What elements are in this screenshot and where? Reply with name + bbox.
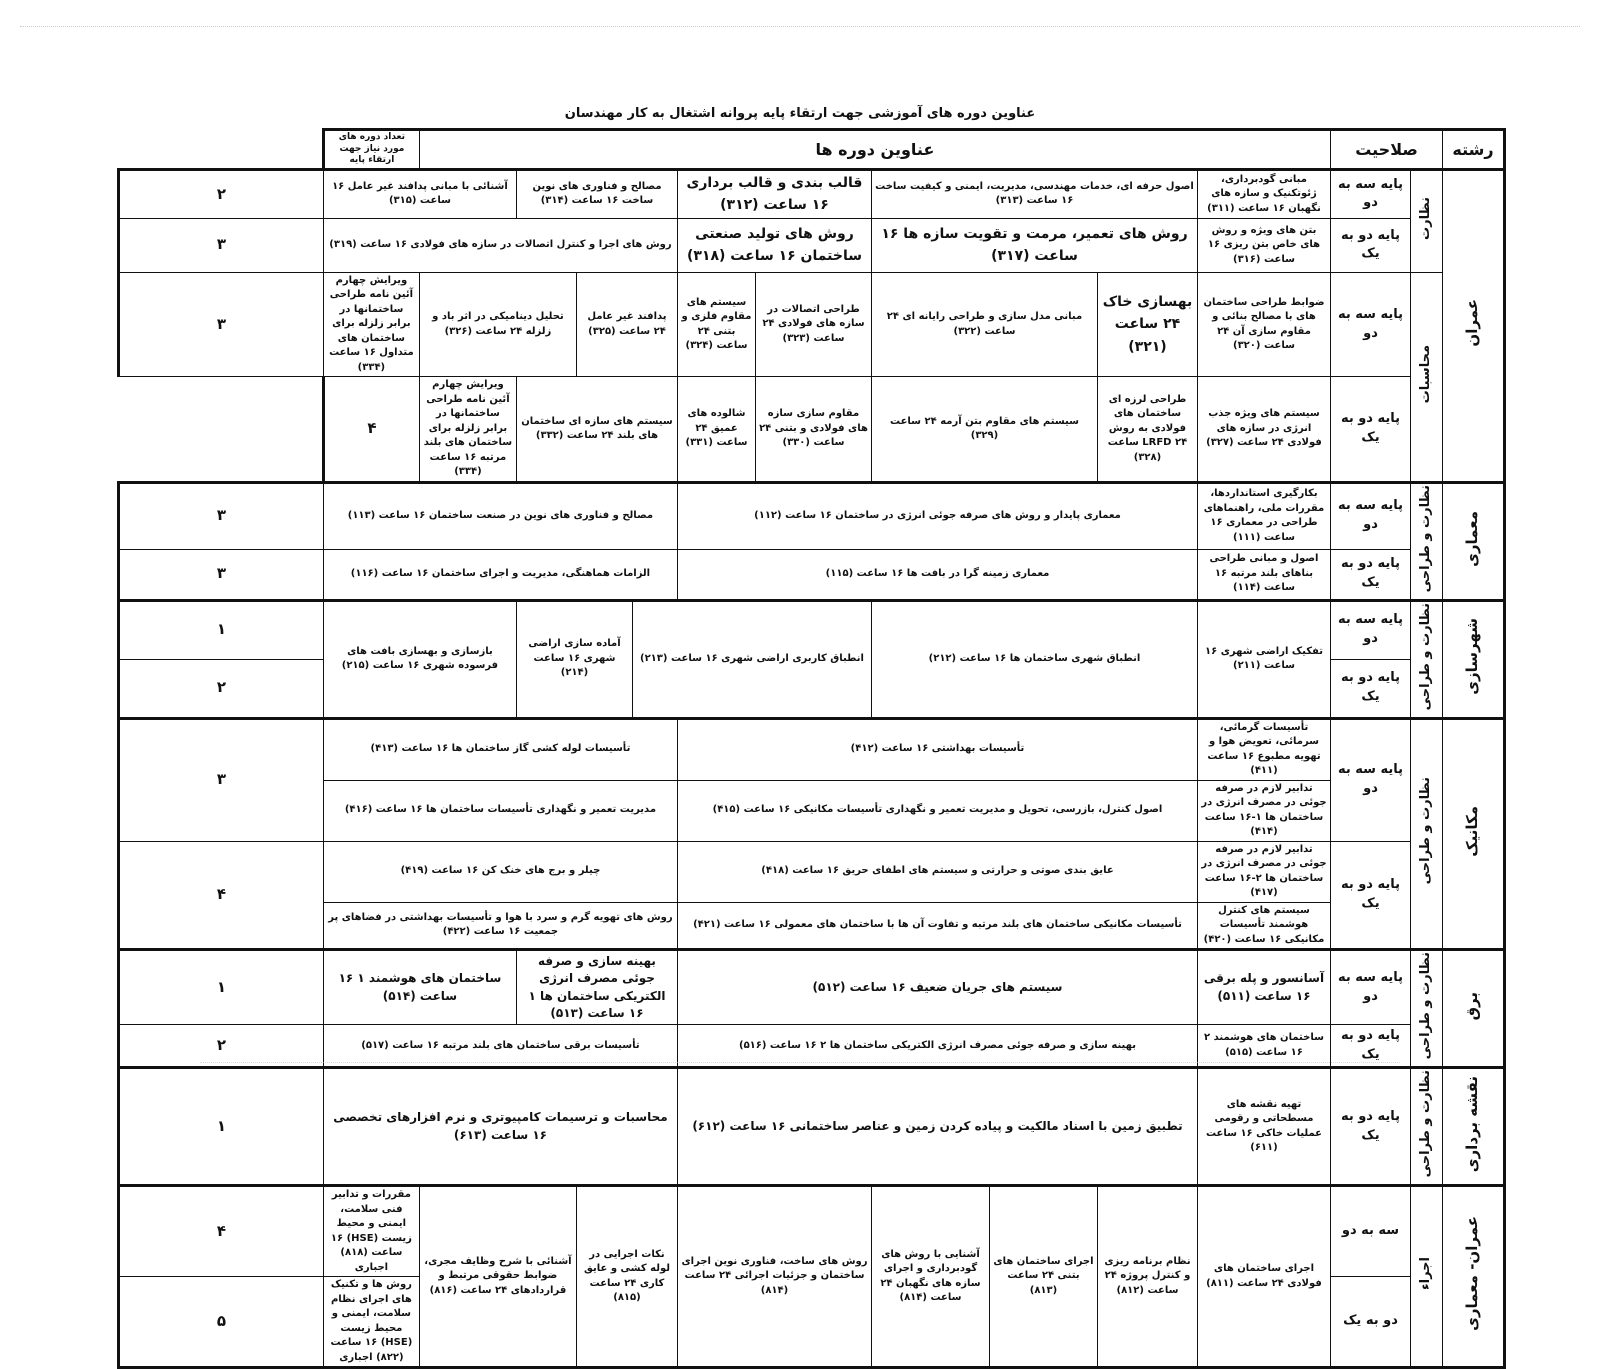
course-item: تفکیک اراضی شهری ۱۶ ساعت (۲۱۱) [1197, 600, 1330, 718]
field-surveying: نقشه برداری [1443, 1068, 1505, 1186]
table-row [119, 718, 1505, 780]
course-item: روش های اجرا و کنترل اتصالات در سازه های فولادی ۱۶ ساعت (۳۱۹) [323, 218, 677, 272]
course-item: عایق بندی صوتی و حرارتی و سیستم های اطفای حریق ۱۶ ساعت (۴۱۸) [677, 841, 1197, 902]
course-item: روش های تهویه گرم و سرد با هوا و تأسیسات بهداشتی در فضاهای پر جمعیت ۱۶ ساعت (۴۲۲) [323, 902, 677, 950]
course-item: اصول حرفه ای، خدمات مهندسی، مدیریت، ایمنی و کیفیت ساخت ۱۶ ساعت (۳۱۳) [871, 170, 1197, 219]
level-label: پایه دو به یک [1330, 549, 1410, 600]
table-row [119, 170, 1505, 219]
course-item: انطباق شهری ساختمان ها ۱۶ ساعت (۲۱۲) [871, 600, 1197, 718]
level-label: پایه سه به دو [1330, 170, 1410, 219]
course-item: سیستم های مقاوم فلزی و بتنی ۲۴ ساعت (۳۲۴) [677, 272, 755, 377]
field-architecture: معماری [1443, 482, 1505, 600]
course-count: ۳ [119, 218, 324, 272]
course-item: مصالح و فناوری های نوین در صنعت ساختمان ۱۶ ساعت (۱۱۳) [323, 482, 677, 549]
course-item: معماری زمینه گرا در بافت ها ۱۶ ساعت (۱۱۵) [677, 549, 1197, 600]
competence-sup-design: نظارت و طراحی [1411, 600, 1443, 718]
course-item: نکات اجرایی در لوله کشی و عایق کاری ۲۴ ساعت (۸۱۵) [576, 1186, 677, 1368]
course-item: تدابیر لازم در صرفه جوئی در مصرف انرژی در ساختمان ها ۲-۱۶ ساعت (۴۱۷) [1197, 841, 1330, 902]
course-item: تحلیل دینامیکی در اثر باد و زلزله ۲۴ ساعت (۳۲۶) [419, 272, 576, 377]
course-item: سیستم های ویژه جذب انرژی در سازه های فولادی ۲۴ ساعت (۳۲۷) [1197, 377, 1330, 483]
course-item: سیستم های جریان ضعیف ۱۶ ساعت (۵۱۲) [677, 950, 1197, 1025]
course-item: ساختمان های هوشمند ۲ ۱۶ ساعت (۵۱۵) [1197, 1025, 1330, 1068]
course-count: ۴ [119, 841, 324, 950]
course-item: معماری پایدار و روش های صرفه جوئی انرژی در ساختمان ۱۶ ساعت (۱۱۲) [677, 482, 1197, 549]
course-item: بهینه سازی و صرفه جوئی مصرف انرژی الکتریکی ساختمان ها ۲ ۱۶ ساعت (۵۱۶) [677, 1025, 1197, 1068]
course-item: تأسیسات لوله کشی گاز ساختمان ها ۱۶ ساعت (۴۱۳) [323, 718, 677, 780]
course-item: بازسازی و بهسازی بافت های فرسوده شهری ۱۶ ساعت (۲۱۵) [323, 600, 516, 718]
course-count: ۳ [119, 482, 324, 549]
level-label: پایه سه به دو [1330, 482, 1410, 549]
course-item: محاسبات و ترسیمات کامپیوتری و نرم افزارهای تخصصی ۱۶ ساعت (۶۱۳) [323, 1068, 677, 1186]
course-item: اصول و مبانی طراحی بناهای بلند مرتبه ۱۶ ساعت (۱۱۴) [1197, 549, 1330, 600]
course-item: طراحی اتصالات در سازه های فولادی ۲۴ ساعت (۳۲۳) [755, 272, 871, 377]
course-item: بتن های ویژه و روش های خاص بتن ریزی ۱۶ ساعت (۳۱۶) [1197, 218, 1330, 272]
table-row [119, 950, 1505, 1025]
course-count: ۱ [119, 1068, 324, 1186]
level-label: پایه دو به یک [1330, 1025, 1410, 1068]
table-row [119, 600, 1505, 659]
course-item: سیستم های سازه ای ساختمان های بلند ۲۴ ساعت (۳۳۲) [516, 377, 677, 483]
course-item: تهیه نقشه های مسطحاتی و رقومی عملیات خاکی ۱۶ ساعت (۶۱۱) [1197, 1068, 1330, 1186]
course-item: ویرایش چهارم آئین نامه طراحی ساختمانها در برابر زلزله برای ساختمان های متداول ۱۶ ساعت (۳۳۴) [323, 272, 419, 377]
course-count: ۲ [119, 170, 324, 219]
course-item: مبانی مدل سازی و طراحی رایانه ای ۲۴ ساعت (۳۲۲) [871, 272, 1097, 377]
course-item: تطبیق زمین با اسناد مالکیت و پیاده کردن زمین و عناصر ساختمانی ۱۶ ساعت (۶۱۲) [677, 1068, 1197, 1186]
courses-header: عناوین دوره ها [419, 130, 1330, 170]
course-item: مبانی گودبرداری، ژئوتکنیک و سازه های نگهبان ۱۶ ساعت (۳۱۱) [1197, 170, 1330, 219]
course-item: اصول کنترل، بازرسی، تحویل و مدیریت تعمیر و نگهداری تأسیسات مکانیکی ۱۶ ساعت (۴۱۵) [677, 780, 1197, 841]
course-count: ۳ [119, 549, 324, 600]
course-item: بهسازی خاک ۲۴ ساعت (۳۲۱) [1097, 272, 1197, 377]
course-item: روش های تعمیر، مرمت و تقویت سازه ها ۱۶ ساعت (۳۱۷) [871, 218, 1197, 272]
level-label: پایه سه به دو [1330, 272, 1410, 377]
competence-sup-design: نظارت و طراحی [1411, 950, 1443, 1068]
table-row [119, 482, 1505, 549]
competence-calculation: محاسبات [1411, 272, 1443, 482]
level-label: پایه دو به یک [1330, 841, 1410, 950]
course-item: پدافند غیر عامل ۲۴ ساعت (۳۲۵) [576, 272, 677, 377]
course-item: روش های تولید صنعتی ساختمان ۱۶ ساعت (۳۱۸) [677, 218, 871, 272]
course-count: ۱ [119, 600, 324, 659]
course-item: شالوده های عمیق ۲۴ ساعت (۳۳۱) [677, 377, 755, 483]
course-item: ویرایش چهارم آئین نامه طراحی ساختمانها در برابر زلزله برای ساختمان های بلند مرتبه ۱۶ ساعت (۳۳۴) [419, 377, 516, 483]
table-row [119, 549, 1505, 600]
course-item: قالب بندی و قالب برداری ۱۶ ساعت (۳۱۲) [677, 170, 871, 219]
level-label: پایه سه به دو [1330, 718, 1410, 841]
course-table [117, 128, 1506, 1369]
course-count: ۲ [119, 659, 324, 718]
table-row [119, 272, 1505, 377]
level-label: پایه سه به دو [1330, 950, 1410, 1025]
field-electrical: برق [1443, 950, 1505, 1068]
count-header: تعداد دوره های مورد نیاز جهت ارتقاء پایه [323, 130, 419, 170]
table-row [119, 218, 1505, 272]
table-row [119, 1068, 1505, 1186]
course-item: مصالح و فناوری های نوین ساخت ۱۶ ساعت (۳۱۴) [516, 170, 677, 219]
course-item: اجرای ساختمان های فولادی ۲۴ ساعت (۸۱۱) [1197, 1186, 1330, 1368]
course-item: ساختمان های هوشمند ۱ ۱۶ ساعت (۵۱۴) [323, 950, 516, 1025]
field-civil: عمران [1443, 170, 1505, 483]
table-row [119, 902, 1505, 948]
course-count: ۴ [323, 377, 419, 483]
course-count: ۴ [119, 1186, 324, 1277]
course-item: سیستم های کنترل هوشمند تأسیسات مکانیکی ۱۶ ساعت (۴۲۰) [1197, 902, 1330, 950]
competence-execution: اجراء [1411, 1186, 1443, 1368]
course-item: روش ها و تکنیک های اجرای نظام سلامت، ایمنی و محیط زیست (HSE) ۱۶ ساعت (۸۲۲) اجباری [323, 1277, 419, 1368]
course-item: انطباق کاربری اراضی شهری ۱۶ ساعت (۲۱۳) [632, 600, 871, 718]
course-count: ۲ [119, 1025, 324, 1068]
course-count: ۵ [119, 1277, 324, 1368]
field-header: رشته [1443, 130, 1505, 170]
course-item: ضوابط طراحی ساختمان های با مصالح بنائی و مقاوم سازی آن ۲۴ ساعت (۳۲۰) [1197, 272, 1330, 377]
course-item: آشنایی با روش های گودبرداری و اجرای سازه های نگهبان ۲۴ ساعت (۸۱۴) [871, 1186, 989, 1368]
course-item: چیلر و برج های خنک کن ۱۶ ساعت (۴۱۹) [323, 841, 677, 902]
field-mechanical: مکانیک [1443, 718, 1505, 950]
table-row [119, 377, 1505, 483]
course-item: آشنائی با مبانی پدافند غیر عامل ۱۶ ساعت (۳۱۵) [323, 170, 516, 219]
course-item: آشنائی با شرح وظایف مجری، ضوابط حقوقی مرتبط و قراردادهای ۲۴ ساعت (۸۱۶) [419, 1186, 576, 1368]
course-item: الزامات هماهنگی، مدیریت و اجرای ساختمان ۱۶ ساعت (۱۱۶) [323, 549, 677, 600]
course-item: طراحی لرزه ای ساختمان های فولادی به روش LRFD ۲۴ ساعت (۳۲۸) [1097, 377, 1197, 483]
table-row [119, 1186, 1505, 1277]
course-item: تأسیسات مکانیکی ساختمان های بلند مرتبه و تفاوت آن ها با ساختمان های معمولی ۱۶ ساعت (۴۲۱) [677, 902, 1197, 950]
course-count: ۳ [119, 718, 324, 841]
course-item: آسانسور و پله برقی ۱۶ ساعت (۵۱۱) [1197, 950, 1330, 1025]
course-item: مقاوم سازی سازه های فولادی و بتنی ۲۴ ساعت (۳۳۰) [755, 377, 871, 483]
course-item: بکارگیری استانداردها، مقررات ملی، راهنماهای طراحی در معماری ۱۶ ساعت (۱۱۱) [1197, 482, 1330, 549]
level-label: پایه دو به یک [1330, 218, 1410, 272]
table-row [119, 841, 1505, 902]
scan-artifact-bottom [200, 1062, 1400, 1069]
course-item: مقررات و تدابیر فنی سلامت، ایمنی و محیط زیست (HSE) ۱۶ ساعت (۸۱۸) اجباری [323, 1186, 419, 1277]
level-label: پایه سه به دو [1330, 600, 1410, 659]
level-label: پایه دو به یک [1330, 659, 1410, 718]
course-item: مدیریت تعمیر و نگهداری تأسیسات ساختمان ها ۱۶ ساعت (۴۱۶) [323, 780, 677, 841]
course-item: سیستم های مقاوم بتن آرمه ۲۴ ساعت (۳۲۹) [871, 377, 1097, 483]
scan-artifact-top [20, 26, 1580, 33]
competence-supervision: نظارت [1411, 170, 1443, 273]
course-item: آماده سازی اراضی شهری ۱۶ ساعت (۲۱۴) [516, 600, 632, 718]
course-item: تأسیسات برقی ساختمان های بلند مرتبه ۱۶ ساعت (۵۱۷) [323, 1025, 677, 1068]
competence-sup-design: نظارت و طراحی [1411, 482, 1443, 600]
course-item: تدابیر لازم در صرفه جوئی در مصرف انرژی در ساختمان ها ۱-۱۶ ساعت (۴۱۴) [1197, 780, 1330, 841]
level-label: پایه دو به یک [1330, 377, 1410, 483]
competence-sup-design: نظارت و طراحی [1411, 718, 1443, 950]
competence-header: صلاحیت [1330, 130, 1442, 170]
level-label: سه به دو [1330, 1186, 1410, 1277]
page-title: عناوین دوره های آموزشی جهت ارتقاء پایه پروانه اشتغال به کار مهندسان [564, 106, 1036, 121]
course-item: نظام برنامه ریزی و کنترل پروژه ۲۴ ساعت (۸۱۲) [1097, 1186, 1197, 1368]
course-item: روش های ساخت، فناوری نوین اجرای ساختمان و جزئیات اجرائی ۲۴ ساعت (۸۱۴) [677, 1186, 871, 1368]
course-item: بهینه سازی و صرفه جوئی مصرف انرژی الکتریکی ساختمان ها ۱ ۱۶ ساعت (۵۱۳) [516, 950, 677, 1025]
competence-sup-design: نظارت و طراحی [1411, 1068, 1443, 1186]
field-civil-architecture: عمران- معماری [1443, 1186, 1505, 1368]
course-count: ۱ [119, 950, 324, 1025]
level-label: دو به یک [1330, 1277, 1410, 1368]
header-row [119, 130, 1505, 170]
course-item: تأسیسات بهداشتی ۱۶ ساعت (۴۱۲) [677, 718, 1197, 780]
course-count: ۳ [119, 272, 324, 377]
course-item: تأسیسات گرمائی، سرمائی، تعویض هوا و تهویه مطبوع ۱۶ ساعت (۴۱۱) [1197, 718, 1330, 780]
table-row [119, 780, 1505, 839]
field-urban: شهرسازی [1443, 600, 1505, 718]
level-label: پایه دو به یک [1330, 1068, 1410, 1186]
course-item: اجرای ساختمان های بتنی ۲۴ ساعت (۸۱۳) [989, 1186, 1097, 1368]
